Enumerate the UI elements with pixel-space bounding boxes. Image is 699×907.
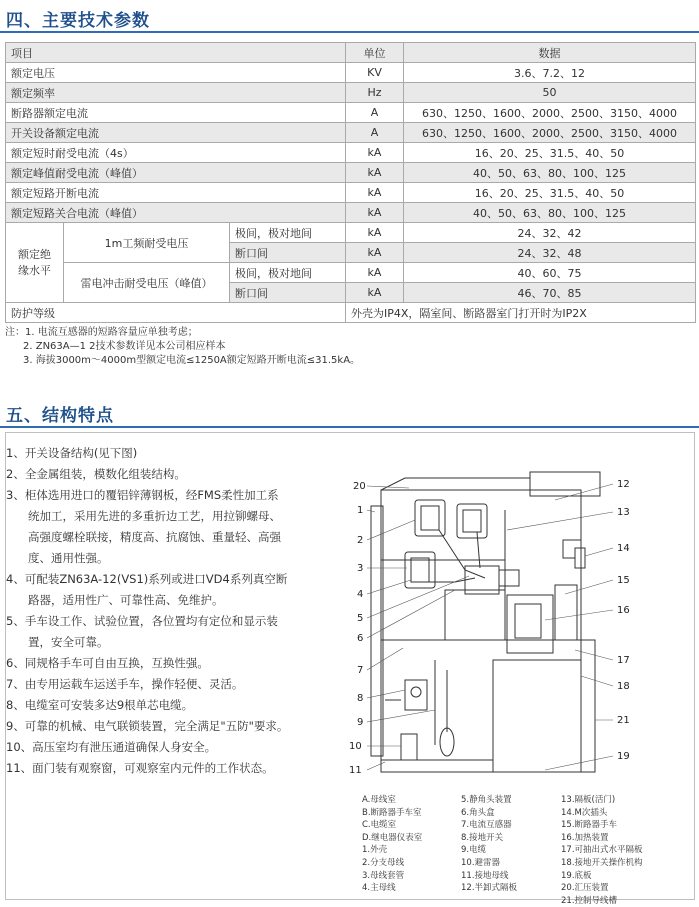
row-unit: KV <box>346 63 404 83</box>
row-item: 额定峰值耐受电流（峰值） <box>6 163 346 183</box>
table-row <box>6 263 696 283</box>
row-sub: 断口间 <box>230 243 346 263</box>
legend-col-3 <box>561 794 643 907</box>
legend-item: 20.汇压装置 <box>561 883 609 894</box>
callout-number: 21 <box>617 715 630 726</box>
legend-item: 9.电缆 <box>461 845 487 856</box>
legend-item: 19.底板 <box>561 870 592 881</box>
table-row <box>6 63 696 83</box>
callout-number: 18 <box>617 681 630 692</box>
feature-item: 路器，适用性广、可靠性高、免维护。 <box>28 593 224 607</box>
row-data: 16、20、25、31.5、40、50 <box>404 183 696 203</box>
legend-item: 2.分支母线 <box>362 857 405 868</box>
legend-col-1 <box>362 794 422 895</box>
table-row <box>6 83 696 103</box>
row-item: 额定频率 <box>6 83 346 103</box>
row-data: 24、32、48 <box>404 243 696 263</box>
callout-number: 10 <box>349 741 362 752</box>
callout-number: 3 <box>357 563 364 574</box>
legend-item: A.母线室 <box>362 795 396 805</box>
row-unit: kA <box>346 203 404 223</box>
insulation-label <box>6 223 64 303</box>
row-sub: 极间，极对地间 <box>230 223 346 243</box>
feature-item: 1、开关设备结构(见下图) <box>6 446 138 460</box>
callout-number: 4 <box>357 589 364 600</box>
row-sub: 极间，极对地间 <box>230 263 346 283</box>
legend-item: 12.半卸式隔板 <box>461 883 518 894</box>
feature-item: 统加工，采用先进的多重折边工艺，用拉铆螺母、 <box>28 509 281 523</box>
row-data: 40、50、63、80、100、125 <box>404 163 696 183</box>
feature-item: 高强度螺栓联接，精度高、抗腐蚀、重量轻、高强 <box>28 530 281 544</box>
legend-item: D.继电器仪表室 <box>362 832 423 843</box>
legend-item: 14.M次插头 <box>561 807 608 818</box>
insulation-label-line1: 额定绝 <box>18 247 51 261</box>
callout-number: 15 <box>617 575 630 586</box>
row-data: 40、60、75 <box>404 263 696 283</box>
row-item: 防护等级 <box>6 303 346 323</box>
row-data: 3.6、7.2、12 <box>404 63 696 83</box>
legend-item: 6.角头盒 <box>461 807 495 818</box>
top-pressure-relief <box>530 472 600 496</box>
legend-item: 5.静角头装置 <box>461 795 512 805</box>
legend-item: 3.母线套管 <box>362 870 405 881</box>
row-data: 外壳为IP4X，隔室间、断路器室门打开时为IP2X <box>346 303 696 323</box>
row-data: 630、1250、1600、2000、2500、3150、4000 <box>404 103 696 123</box>
callout-number: 6 <box>357 633 364 644</box>
feature-item: 6、同规格手车可自由互换，互换性强。 <box>6 656 209 670</box>
legend-item: 18.接地开关操作机构 <box>561 857 643 868</box>
table-row <box>6 103 696 123</box>
row-unit: A <box>346 123 404 143</box>
callout-number: 5 <box>357 613 364 624</box>
legend-item: 17.可抽出式水平隔板 <box>561 845 643 856</box>
row-data: 46、70、85 <box>404 283 696 303</box>
feature-item: 4、可配装ZN63A-12(VS1)系列或进口VD4系列真空断 <box>6 572 288 586</box>
row-data: 40、50、63、80、100、125 <box>404 203 696 223</box>
row-item: 额定短时耐受电流（4s） <box>6 143 346 163</box>
legend-item: B.断路器手车室 <box>362 807 422 818</box>
table-row <box>6 163 696 183</box>
section5-rule <box>0 426 699 428</box>
insulation-label-line2: 缘水平 <box>18 263 51 277</box>
feature-item: 度、通用性强。 <box>28 551 109 565</box>
legend-item: 21.控制导线槽 <box>561 895 618 906</box>
feature-item: 2、全金属组装，模数化组装结构。 <box>6 467 186 481</box>
row-item: 开关设备额定电流 <box>6 123 346 143</box>
row-unit: kA <box>346 163 404 183</box>
legend-item: 16.加热装置 <box>561 832 609 843</box>
header-data: 数据 <box>404 43 696 63</box>
row-unit: kA <box>346 183 404 203</box>
note-line: 注：1. 电流互感器的短路容量应单独考虑； <box>5 327 198 338</box>
callout-number: 9 <box>357 717 364 728</box>
row-data: 24、32、42 <box>404 223 696 243</box>
table-row <box>6 183 696 203</box>
section5-title: 五、结构特点 <box>6 406 114 426</box>
callout-number: 8 <box>357 693 364 704</box>
legend-col-2 <box>461 794 517 895</box>
callout-number: 1 <box>357 505 364 516</box>
row-item: 额定电压 <box>6 63 346 83</box>
row-unit: Hz <box>346 83 404 103</box>
callout-number: 19 <box>617 751 630 762</box>
feature-item: 7、由专用运载车运送手车，操作轻便、灵活。 <box>6 677 244 691</box>
feature-item: 9、可靠的机械、电气联锁装置，完全满足"五防"要求。 <box>6 719 289 733</box>
callout-number: 11 <box>349 765 362 776</box>
callout-number: 20 <box>353 481 366 492</box>
legend-item: C.电缆室 <box>362 820 397 831</box>
callout-number: 17 <box>617 655 630 666</box>
callout-number: 16 <box>617 605 630 616</box>
legend-item: 10.避雷器 <box>461 857 501 868</box>
row-unit: kA <box>346 263 404 283</box>
row-unit: kA <box>346 243 404 263</box>
diagram-right-numbers <box>617 479 630 762</box>
feature-item: 11、面门装有观察窗，可观察室内元件的工作状态。 <box>6 761 274 775</box>
group-lightning-impulse: 雷电冲击耐受电压（峰值） <box>64 263 230 303</box>
section4-title: 四、主要技术参数 <box>6 11 150 31</box>
row-data: 50 <box>404 83 696 103</box>
feature-item: 8、电缆室可安装多达9根单芯电缆。 <box>6 698 194 712</box>
feature-item: 置，安全可靠。 <box>28 635 109 649</box>
feature-item: 5、手车设工作、试验位置，各位置均有定位和显示装 <box>6 614 278 628</box>
row-item: 断路器额定电流 <box>6 103 346 123</box>
legend-item: 8.接地开关 <box>461 832 504 843</box>
note-line: 2. ZN63A—1 2技术参数详见本公司相应样本 <box>23 341 226 352</box>
callout-number: 2 <box>357 535 364 546</box>
section4-rule <box>0 31 699 33</box>
header-unit: 单位 <box>346 43 404 63</box>
row-data: 16、20、25、31.5、40、50 <box>404 143 696 163</box>
diagram-left-numbers <box>349 481 366 776</box>
note-line: 3. 海拔3000m～4000m型额定电流≤1250A额定短路开断电流≤31.5kA。 <box>23 355 361 366</box>
row-unit: kA <box>346 143 404 163</box>
row-unit: kA <box>346 283 404 303</box>
feature-item: 10、高压室均有泄压通道确保人身安全。 <box>6 740 217 754</box>
table-row <box>6 223 696 243</box>
row-item: 额定短路开断电流 <box>6 183 346 203</box>
legend-item: 15.断路器手车 <box>561 820 618 831</box>
table-row <box>6 303 696 323</box>
callout-number: 12 <box>617 479 630 490</box>
row-sub: 断口间 <box>230 283 346 303</box>
callout-number: 7 <box>357 665 364 676</box>
switchgear-diagram <box>345 470 645 782</box>
feature-item: 3、柜体选用进口的覆铝锌薄钢板，经FMS柔性加工系 <box>6 488 279 502</box>
table-notes <box>5 326 360 368</box>
row-data: 630、1250、1600、2000、2500、3150、4000 <box>404 123 696 143</box>
legend-item: 7.电流互感器 <box>461 820 512 831</box>
row-unit: kA <box>346 223 404 243</box>
row-item: 额定短路关合电流（峰值） <box>6 203 346 223</box>
row-unit: A <box>346 103 404 123</box>
legend-item: 4.主母线 <box>362 883 396 894</box>
feature-list <box>6 443 288 779</box>
table-row <box>6 203 696 223</box>
callout-number: 14 <box>617 543 630 554</box>
callout-number: 13 <box>617 507 630 518</box>
legend-item: 1.外壳 <box>362 845 388 856</box>
table-row <box>6 123 696 143</box>
header-item: 项目 <box>6 43 346 63</box>
group-power-frequency: 1m工频耐受电压 <box>64 223 230 263</box>
table-header-row <box>6 43 696 63</box>
spec-table <box>5 42 696 323</box>
legend-item: 11.接地母线 <box>461 870 509 881</box>
legend-item: 13.隔板(活门) <box>561 795 616 805</box>
table-row <box>6 143 696 163</box>
